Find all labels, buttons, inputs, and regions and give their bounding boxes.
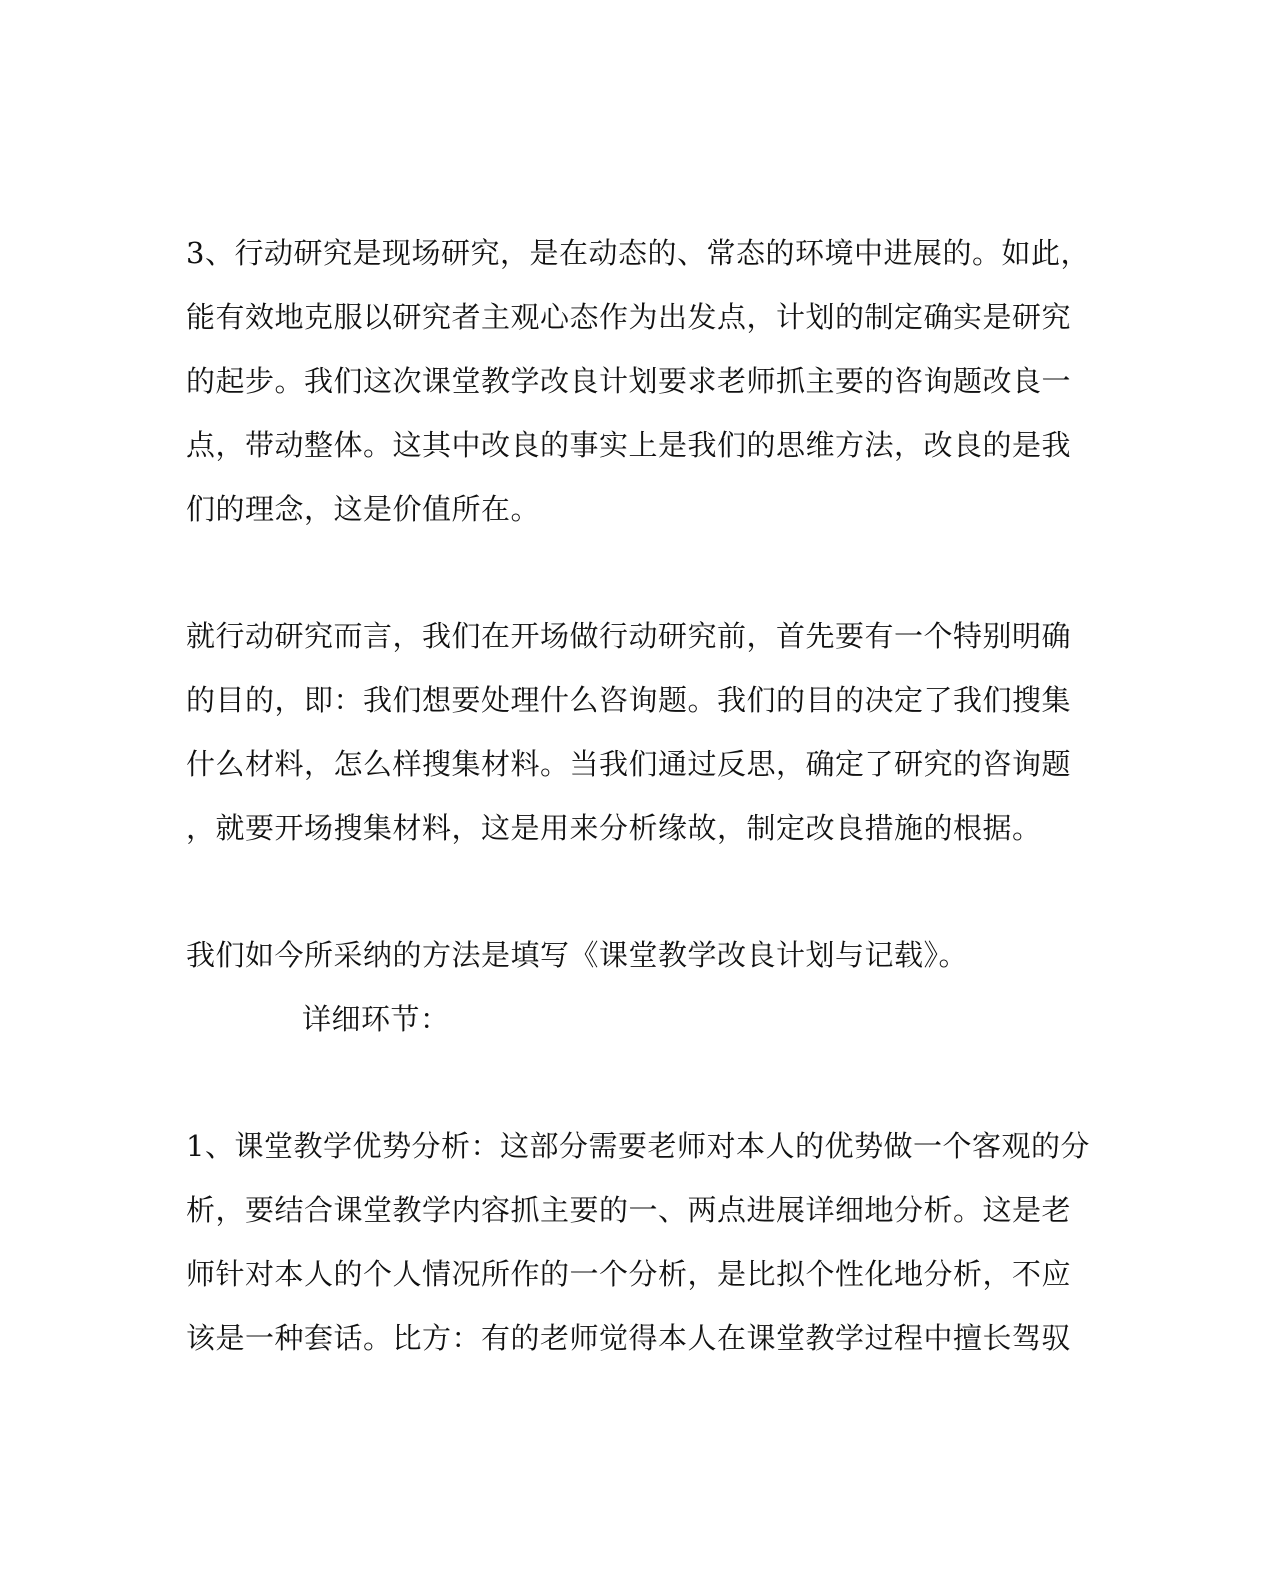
text-line: 点，带动整体。这其中改良的事实上是我们的思维方法，改良的是我 xyxy=(186,428,1072,462)
text-line: ，就要开场搜集材料，这是用来分析缘故，制定改良措施的根据。 xyxy=(186,811,1042,845)
text-line: 师针对本人的个人情况所作的一个分析，是比拟个性化地分析，不应 xyxy=(186,1257,1072,1291)
text-line: 的目的，即：我们想要处理什么咨询题。我们的目的决定了我们搜集 xyxy=(186,683,1072,717)
text-line: 能有效地克服以研究者主观心态作为出发点，计划的制定确实是研究 xyxy=(186,300,1072,334)
text-line: 就行动研究而言，我们在开场做行动研究前，首先要有一个特别明确 xyxy=(186,619,1072,653)
text-line: 析，要结合课堂教学内容抓主要的一、两点进展详细地分析。这是老 xyxy=(186,1193,1072,1227)
text-line: 我们如今所采纳的方法是填写《课堂教学改良计划与记载》。 xyxy=(186,938,969,972)
text-line: 3、行动研究是现场研究，是在动态的、常态的环境中进展的。如此， xyxy=(186,236,1090,270)
section-heading: 详细环节： xyxy=(302,1002,450,1036)
text-line: 1、课堂教学优势分析：这部分需要老师对本人的优势做一个客观的分 xyxy=(186,1129,1090,1163)
text-line: 什么材料，怎么样搜集材料。当我们通过反思，确定了研究的咨询题 xyxy=(186,747,1072,781)
text-line: 的起步。我们这次课堂教学改良计划要求老师抓主要的咨询题改良一 xyxy=(186,364,1072,398)
text-line: 们的理念，这是价值所在。 xyxy=(186,492,541,526)
text-line: 该是一种套话。比方：有的老师觉得本人在课堂教学过程中擅长驾驭 xyxy=(186,1321,1072,1355)
